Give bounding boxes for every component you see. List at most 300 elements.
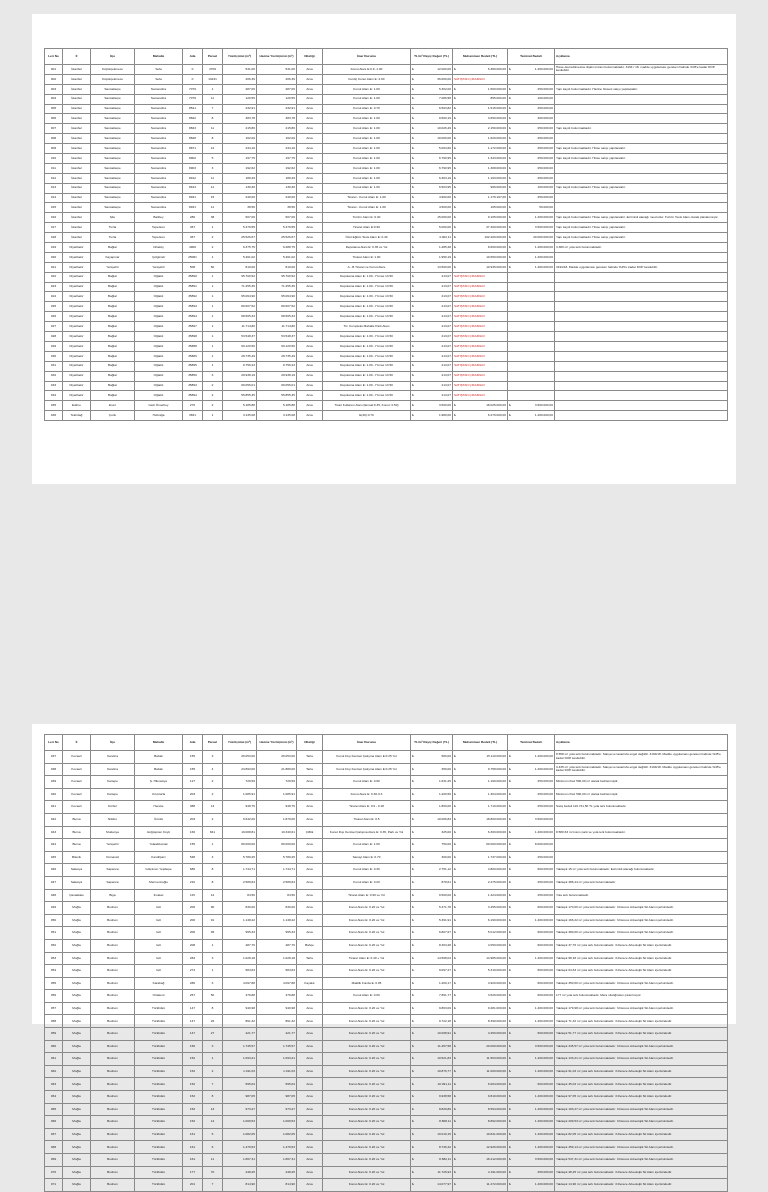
cell-area: 729,59 (223, 776, 257, 789)
cell-block: 8828 (183, 134, 203, 144)
cell-description: Yaklaşık 91,03 m² yola terk bulunmaktadır. 3.Derece Arkeolojik Sit Alanı içerisindedir. (555, 1065, 728, 1078)
cell-deposit (508, 84, 555, 94)
cell-estimated-value (453, 144, 508, 154)
cell-description (555, 381, 728, 391)
cell-unit-value (411, 788, 453, 801)
currency-symbol: ₺ (454, 892, 456, 897)
cell-parcel: 1 (203, 351, 223, 361)
table-row (45, 134, 728, 144)
cell-neighborhood: Oğlaklı (135, 322, 183, 332)
cell-zoning: Depolama Alanı E: 1.00 - H:max 13.50 (323, 292, 411, 302)
cell-lot-no: 030 (45, 351, 63, 361)
cell-area: 5.461,02 (223, 252, 257, 262)
table-row (45, 371, 728, 381)
amount-value: 600.000,00 (537, 930, 553, 935)
column-header-treasury-area: Hazine Yüzölçümü (m²) (257, 735, 297, 751)
cell-zoning: Konut Alanı E: 0.30 (323, 864, 411, 877)
cell-description: Yaklaşık 459,14 m² yola terk bulunmaktadır. 3.Derece Arkeolojik Sit Alanı içerisindedir. (555, 1141, 728, 1154)
cell-lot-no: 049 (45, 902, 63, 915)
amount-value: 20.000.000,00 (486, 1043, 506, 1048)
cell-deposit (508, 1141, 555, 1154)
cell-estimated-value (453, 154, 508, 164)
cell-type: Arsa (297, 144, 323, 154)
currency-symbol: ₺ (454, 842, 456, 847)
cell-zoning: Depolama Alanı E: 1.00 - H:max 13.50 (323, 381, 411, 391)
cell-city: Diyarbakır (63, 272, 91, 282)
cell-area: 28.735,49 (223, 351, 257, 361)
cell-unit-value (411, 902, 453, 915)
amount-value: 1.400.000,00 (534, 215, 553, 220)
cell-lot-no: 002 (45, 74, 63, 84)
cell-lot-no: 052 (45, 939, 63, 952)
cell-city: Kocaeli (63, 788, 91, 801)
amount-value: 250.000,00 (537, 779, 553, 784)
amount-value: 6.790,95 (438, 165, 451, 170)
cell-neighborhood: Türkbükü (135, 1128, 183, 1141)
cell-area: 23.893,00 (223, 763, 257, 776)
cell-neighborhood: Göl (135, 939, 183, 952)
cell-zoning: Depolama Alanı E: 1.00 - H:max 13.50 (323, 391, 411, 401)
cell-area: 248,25 (223, 1166, 257, 1179)
cell-district: Küçükçekmece (91, 65, 135, 75)
amount-value: 14.077,97 (437, 1182, 451, 1187)
cell-description (555, 173, 728, 183)
currency-symbol: ₺ (412, 323, 414, 328)
amount-value: 10.091,11 (437, 1081, 451, 1086)
cell-deposit (508, 154, 555, 164)
cell-unit-value (411, 927, 453, 940)
cell-block: 283 (183, 952, 203, 965)
cell-type: Arsa (297, 813, 323, 826)
cell-parcel: 8 (203, 876, 223, 889)
cell-neighborhood: Göl (135, 965, 183, 978)
cell-type: Tarla (297, 751, 323, 764)
amount-value: 1.400.000,00 (534, 1094, 553, 1099)
currency-symbol: ₺ (412, 373, 414, 378)
amount-value: 250.000,00 (537, 791, 553, 796)
cell-treasury-area: 973,27 (257, 1103, 297, 1116)
cell-zoning: A - B Ticaret ve Konut Alanı (323, 262, 411, 272)
cell-unit-value (411, 751, 453, 764)
cell-type: Arsa (297, 927, 323, 940)
cell-description: Yaklaşık 386,44 m² yola terk bulunmaktadır. (555, 876, 728, 889)
cell-estimated-value (453, 411, 508, 421)
cell-block: 152 (183, 1065, 203, 1078)
cell-type: Arsa (297, 252, 323, 262)
cell-parcel: 12 (203, 889, 223, 902)
amount-value: 9.722,18 (438, 1018, 451, 1023)
cell-deposit (508, 826, 555, 839)
currency-symbol: ₺ (454, 1182, 456, 1187)
cell-type: Arsa (297, 1078, 323, 1091)
cell-description: Yaklaşık 133,21 m² yola terk bulunmaktadır. 3.Derece Arkeolojik Sit Alanı içerisindedir. (555, 1053, 728, 1066)
column-header-lot-no: Leri No (45, 49, 63, 65)
currency-symbol: ₺ (454, 1157, 456, 1162)
cell-city: İstanbul (63, 203, 91, 213)
amount-value: 3.500.000,00 (534, 1157, 553, 1162)
cell-unit-value (411, 74, 453, 84)
table-row (45, 813, 728, 826)
cell-parcel: 38 (203, 213, 223, 223)
cell-lot-no: 031 (45, 361, 63, 371)
cell-block: 0 (183, 74, 203, 84)
cell-zoning: Konut Alanı E: 1.00 (323, 114, 411, 124)
cell-area: 1.093,21 (223, 1053, 257, 1066)
currency-symbol: ₺ (412, 993, 414, 998)
cell-lot-no: 029 (45, 341, 63, 351)
cell-description: Yaklaşık 170,00 m² yola terk bulunmaktadır. 3.Derece Arkeolojik Sit Alanı içerisindedir. (555, 902, 728, 915)
table-row (45, 94, 728, 104)
amount-value: 600.000,00 (537, 968, 553, 973)
currency-symbol: ₺ (509, 126, 511, 131)
cell-area: 206,36 (223, 74, 257, 84)
cell-parcel: 3 (203, 952, 223, 965)
cell-block: 8931 (183, 203, 203, 213)
column-header-description: Açıklama (555, 735, 728, 751)
cell-type: Arsa (297, 1028, 323, 1041)
amount-value: 50.000,00 (539, 205, 553, 210)
cell-estimated-value (453, 1141, 508, 1154)
cell-deposit (508, 381, 555, 391)
cell-neighborhood: Babalı (135, 763, 183, 776)
amount-value: 9.281.000,00 (487, 1005, 506, 1010)
cell-type: Arsa (297, 233, 323, 243)
amount-value: 1.400.000,00 (534, 1018, 553, 1023)
cell-type: Arsa (297, 1091, 323, 1104)
cell-unit-value (411, 939, 453, 952)
cell-unit-value (411, 1015, 453, 1028)
cell-area: 60.120,50 (223, 341, 257, 351)
cell-city: Muğla (63, 927, 91, 940)
cell-deposit (508, 223, 555, 233)
cell-zoning: Konut Alanı E: 1.00 (323, 163, 411, 173)
cell-neighborhood: Oğlaklı (135, 351, 183, 361)
cell-parcel: 13231 (203, 74, 223, 84)
cell-estimated-value (453, 751, 508, 764)
cell-deposit (508, 134, 555, 144)
currency-symbol: ₺ (412, 244, 414, 249)
cell-description: Minimum ifraz 500,00 m² olarak belirlenmiştir. (555, 776, 728, 789)
cell-district: Bodrum (91, 1103, 135, 1116)
cell-parcel: 50 (203, 990, 223, 1003)
cell-area: 383,78 (223, 114, 257, 124)
cell-neighborhood: Türkbükü (135, 1028, 183, 1041)
cell-district: Bodrum (91, 1128, 135, 1141)
cell-neighborhood: Samandıra (135, 94, 183, 104)
column-header-neighborhood: Mahalle (135, 735, 183, 751)
table-row (45, 223, 728, 233)
cell-area: 95.700,52 (223, 272, 257, 282)
amount-value: 1.400.000,00 (534, 412, 553, 417)
cell-block: 203 (183, 813, 203, 826)
cell-parcel: 1 (203, 84, 223, 94)
cell-description: Yaklaşık 166,22 m² yola terk bulunmaktadır. 3.Derece Arkeolojik Sit Alanı içerisindedir. (555, 914, 728, 927)
cell-city: Muğla (63, 1078, 91, 1091)
currency-symbol: ₺ (454, 779, 456, 784)
cell-type: Arsa (297, 1065, 323, 1078)
cell-estimated-value (453, 1128, 508, 1141)
cell-description (555, 351, 728, 361)
cell-block: 508 (183, 262, 203, 272)
cell-estimated-value: SATIŞTAN ÇIKARILDI (453, 381, 508, 391)
cell-estimated-value: SATIŞTAN ÇIKARILDI (453, 282, 508, 292)
cell-city: İstanbul (63, 213, 91, 223)
currency-symbol: ₺ (454, 804, 456, 809)
cell-parcel: 1 (203, 965, 223, 978)
cell-parcel: 11 (203, 124, 223, 134)
cell-parcel: 5 (203, 154, 223, 164)
cell-block: 152 (183, 1091, 203, 1104)
cell-district: Bağlar (91, 332, 135, 342)
cell-unit-value (411, 292, 453, 302)
cell-treasury-area: 206,36 (257, 74, 297, 84)
column-header-parcel: Parsel (203, 49, 223, 65)
cell-block: 155 (183, 751, 203, 764)
cell-city: Çanakkale (63, 889, 91, 902)
currency-symbol: ₺ (412, 135, 414, 140)
currency-symbol: ₺ (412, 96, 414, 101)
cell-lot-no: 042 (45, 813, 63, 826)
currency-symbol: ₺ (509, 1144, 511, 1149)
cell-area: 11.714,80 (223, 322, 257, 332)
amount-value: 3.455.000,00 (487, 905, 506, 910)
cell-estimated-value (453, 134, 508, 144)
cell-unit-value (411, 1028, 453, 1041)
cell-estimated-value: SATIŞTAN ÇIKARILDI (453, 351, 508, 361)
currency-symbol: ₺ (509, 244, 511, 249)
cell-unit-value (411, 1141, 453, 1154)
amount-value: 6.503,95 (438, 185, 451, 190)
cell-unit-value (411, 990, 453, 1003)
cell-lot-no: 019 (45, 243, 63, 253)
currency-symbol: ₺ (412, 274, 414, 279)
amount-value: 350,00 (441, 766, 451, 771)
cell-description: Yapı kaydı bulunmaktadır. Hisse satışı yapılacaktır. (555, 223, 728, 233)
currency-symbol: ₺ (454, 817, 456, 822)
table-row (45, 952, 728, 965)
cell-type: Arsa (297, 74, 323, 84)
table-row (45, 927, 728, 940)
amount-value: 250.000,00 (537, 854, 553, 859)
cell-area: 25.526,67 (223, 233, 257, 243)
cell-city: Muğla (63, 1065, 91, 1078)
amount-value: 250.000,00 (537, 804, 553, 809)
cell-estimated-value (453, 788, 508, 801)
cell-zoning: Konut Alanı E: 0.20 (323, 876, 411, 889)
cell-description: 8.580,63 m² kısmı park ve yola terk bulunmaktadır. (555, 826, 728, 839)
cell-estimated-value: SATIŞTAN ÇIKARILDI (453, 371, 508, 381)
cell-treasury-area: 830,00 (257, 902, 297, 915)
cell-area: 1.867,31 (223, 1154, 257, 1167)
amount-value: 213,07 (441, 304, 451, 309)
cell-treasury-area: 95.700,52 (257, 272, 297, 282)
currency-symbol: ₺ (509, 155, 511, 160)
table-row (45, 361, 728, 371)
amount-value: 8.000.000,00 (534, 842, 553, 847)
currency-symbol: ₺ (509, 930, 511, 935)
cell-treasury-area: 1.009,53 (257, 1116, 297, 1129)
table-header-2 (45, 735, 728, 751)
cell-district: Yenişehir (91, 839, 135, 852)
cell-unit-value (411, 914, 453, 927)
cell-lot-no: 070 (45, 1166, 63, 1179)
cell-unit-value (411, 262, 453, 272)
column-header-parcel: Parsel (203, 735, 223, 751)
cell-city: Edirne (63, 401, 91, 411)
currency-symbol: ₺ (412, 294, 414, 299)
cell-deposit (508, 813, 555, 826)
cell-district: Bodrum (91, 1091, 135, 1104)
table-row (45, 1179, 728, 1192)
cell-city: Muğla (63, 1053, 91, 1066)
cell-area: 1.745,57 (223, 1040, 257, 1053)
cell-type: Arsa (297, 65, 323, 75)
cell-area: 955,33 (223, 927, 257, 940)
currency-symbol: ₺ (509, 968, 511, 973)
cell-block: 161 (183, 1141, 203, 1154)
amount-value: 10.006,83 (437, 817, 451, 822)
currency-symbol: ₺ (454, 135, 456, 140)
cell-district: Bağlar (91, 272, 135, 282)
cell-city: İstanbul (63, 104, 91, 114)
cell-unit-value (411, 154, 453, 164)
cell-district: Bağlar (91, 381, 135, 391)
cell-description: Yaklaşık 209,53 m² yola terk bulunmaktadır. 3.Derece Arkeolojik Sit Alanı içerisindedir. (555, 1116, 728, 1129)
cell-parcel: 91 (203, 914, 223, 927)
cell-city: İstanbul (63, 65, 91, 75)
cell-lot-no: 009 (45, 144, 63, 154)
cell-description: Yaklaşık 97,05 m² yola terk bulunmaktadır. 3.Derece Arkeolojik Sit Alanı içerisindedir. (555, 1091, 728, 1104)
amount-value: 1.500.000,00 (487, 86, 506, 91)
cell-type: Arsa (297, 223, 323, 233)
cell-estimated-value (453, 94, 508, 104)
cell-unit-value (411, 351, 453, 361)
currency-symbol: ₺ (509, 412, 511, 417)
cell-zoning: Konut Alanı E: 0.20 ve Yol (323, 1015, 411, 1028)
cell-parcel: 60 (203, 262, 223, 272)
cell-estimated-value (453, 1103, 508, 1116)
currency-symbol: ₺ (412, 363, 414, 368)
cell-area: 1.148,22 (223, 914, 257, 927)
cell-zoning: Özel Eğitim Tesis Alanı E: 0.40 (323, 233, 411, 243)
cell-parcel: 7 (203, 1179, 223, 1192)
amount-value: 20.000.000,00 (533, 234, 553, 239)
cell-lot-no: 059 (45, 1028, 63, 1041)
cell-block: 147 (183, 1028, 203, 1041)
cell-parcel: 1 (203, 839, 223, 852)
cell-treasury-area: 38,56 (257, 203, 297, 213)
cell-area: 215,86 (223, 124, 257, 134)
cell-area: 38,56 (223, 203, 257, 213)
cell-district: Bodrum (91, 927, 135, 940)
cell-district: Sancaktepe (91, 173, 135, 183)
amount-value: 3.500.000,00 (534, 1043, 553, 1048)
cell-city: Diyarbakır (63, 243, 91, 253)
cell-description: Yaklaşık 48,25 m² yola terk bulunmaktadır. 3.Derece Arkeolojik Sit Alanı içerisindedir. (555, 1166, 728, 1179)
auction-table-1 (44, 48, 728, 421)
column-header-zoning: İmar Durumu (323, 735, 411, 751)
cell-neighborhood: Oğlaklı (135, 312, 183, 322)
cell-area: 814,90 (223, 1179, 257, 1192)
amount-value: 8.808,11 (439, 1119, 451, 1124)
cell-deposit (508, 332, 555, 342)
table-row (45, 889, 728, 902)
cell-estimated-value (453, 763, 508, 776)
cell-zoning: Konut Alanı E: 0.70 (323, 104, 411, 114)
cell-unit-value (411, 302, 453, 312)
cell-district: Tuzla (91, 223, 135, 233)
cell-district: Sancaktepe (91, 203, 135, 213)
column-header-neighborhood: Mahalle (135, 49, 183, 65)
amount-value: 1.200,56 (438, 791, 451, 796)
cell-neighborhood: Babalı (135, 751, 183, 764)
cell-description: Yaklaşık 45,04 m² yola terk bulunmaktadır. 3.Derece Arkeolojik Sit Alanı içerisindedir. (555, 1078, 728, 1091)
cell-unit-value (411, 282, 453, 292)
amount-value: 6.303,19 (438, 175, 451, 180)
cell-lot-no: 010 (45, 154, 63, 164)
amount-value: 10.650.000,00 (486, 254, 506, 259)
cell-zoning: Sanayi Alanı E: 0.70 (323, 851, 411, 864)
cell-district: Enez (91, 401, 135, 411)
amount-value: 4.900,00 (438, 195, 451, 200)
cell-neighborhood: Yolaaltıkonak (135, 839, 183, 852)
cell-district: Kartepe (91, 788, 135, 801)
currency-symbol: ₺ (509, 842, 511, 847)
currency-symbol: ₺ (509, 817, 511, 822)
cell-block: 152 (183, 1116, 203, 1129)
amount-value: 1.980,00 (438, 412, 451, 417)
currency-symbol: ₺ (412, 333, 414, 338)
currency-symbol: ₺ (509, 185, 511, 190)
currency-symbol: ₺ (454, 791, 456, 796)
cell-city: Diyarbakır (63, 292, 91, 302)
cell-type: Arsa (297, 332, 323, 342)
cell-parcel: 14 (203, 1116, 223, 1129)
table-row (45, 381, 728, 391)
cell-neighborhood: Hıdırağa (135, 411, 183, 421)
cell-district: Bodrum (91, 1040, 135, 1053)
cell-lot-no: 060 (45, 1040, 63, 1053)
document-page-2 (32, 724, 736, 1187)
cell-block: 147 (183, 1002, 203, 1015)
cell-type: Çiftlik (297, 826, 323, 839)
cell-parcel: 1 (203, 939, 223, 952)
currency-symbol: ₺ (412, 224, 414, 229)
currency-symbol: ₺ (454, 1169, 456, 1174)
cell-estimated-value: SATIŞTAN ÇIKARILDI (453, 361, 508, 371)
currency-symbol: ₺ (412, 804, 414, 809)
cell-parcel: 3 (203, 851, 223, 864)
cell-estimated-value (453, 252, 508, 262)
cell-unit-value (411, 839, 453, 852)
cell-city: Diyarbakır (63, 391, 91, 401)
cell-description: Yaklaşık 547,31 m² yola terk bulunmaktadır. 3.Derece Arkeolojik Sit Alanı içerisindedir. (555, 1154, 728, 1167)
cell-city: Muğla (63, 902, 91, 915)
column-header-deposit: Teminat Bedeli (508, 49, 555, 65)
cell-estimated-value (453, 262, 508, 272)
cell-city: Diyarbakır (63, 371, 91, 381)
currency-symbol: ₺ (454, 86, 456, 91)
amount-value: 3.650.000,00 (487, 116, 506, 121)
cell-deposit (508, 144, 555, 154)
cell-city: Sakarya (63, 876, 91, 889)
cell-neighborhood: Gazi Ömerbey (135, 401, 183, 411)
cell-block: 210 (183, 876, 203, 889)
cell-treasury-area: 487,76 (257, 939, 297, 952)
cell-estimated-value (453, 163, 508, 173)
cell-description (555, 114, 728, 124)
cell-lot-no: 047 (45, 876, 63, 889)
